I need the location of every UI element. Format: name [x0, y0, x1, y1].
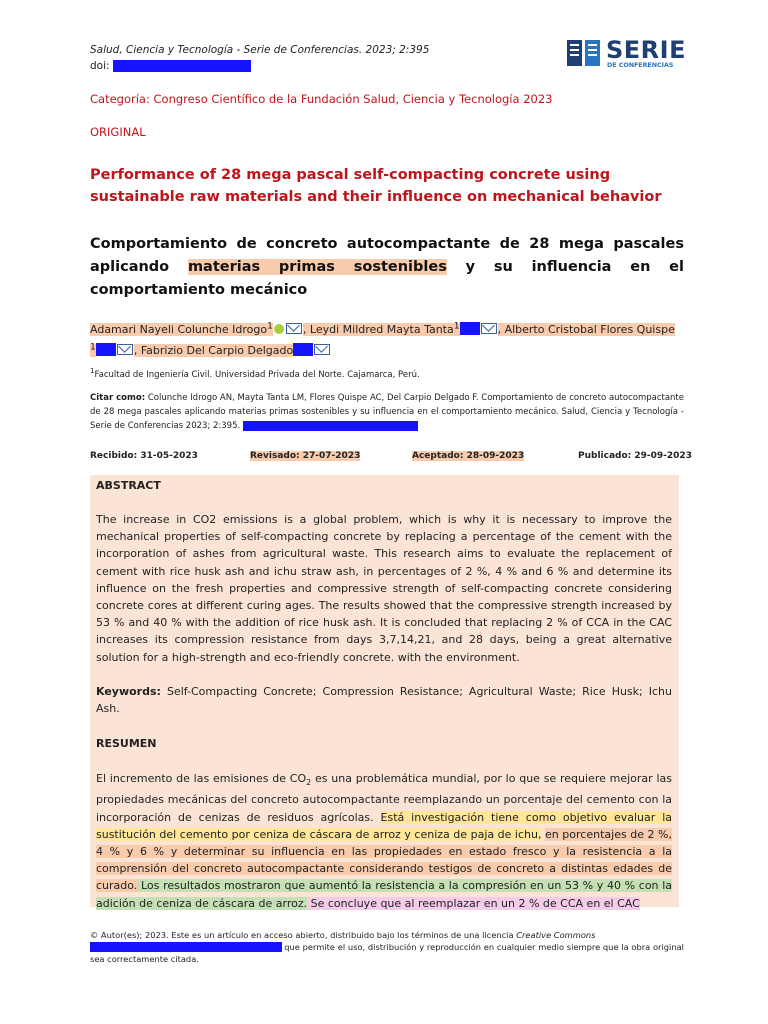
date-received: Recibido: 31-05-2023: [90, 451, 198, 461]
license-footer: © Autor(es); 2023. Este es un artículo en acceso abierto, distribuido bajo los términos de una licencia Creative Commons que permite el uso, distribución y reproducción en cualquier medio siempre que la obra original sea correctamente citada.: [90, 930, 684, 964]
redacted-icon: [460, 322, 480, 335]
citation-doi-link[interactable]: [243, 421, 418, 431]
author-list: Adamari Nayeli Colunche Idrogo$^1$ , Leydi Mildred Mayta Tanta$^1$ , Alberto Cristobal Flores Quispe $^1$ , Fabrizio Del Carpio Delgado: [90, 320, 675, 358]
abstract-box: [90, 475, 679, 910]
logo-text: SERIE: [606, 36, 686, 64]
keywords: Keywords: Self-Compacting Concrete; Compression Resistance; Agricultural Waste; Rice Husk; Ichu Ash.: [96, 685, 672, 716]
date-published: Publicado: 29-09-2023: [578, 451, 692, 461]
mail-icon[interactable]: [117, 344, 133, 355]
highlight-results: Los resultados mostraron que aumentó la resistencia a la compresión en un 53 % y 40 % con la adición de ceniza de cáscara de arroz.: [96, 879, 672, 910]
affiliation: $^1$Facultad de Ingeniería Civil. Universidad Privada del Norte. Cajamarca, Perú.: [90, 366, 420, 380]
date-accepted: Aceptado: 28-09-2023: [412, 451, 525, 461]
mail-icon[interactable]: [314, 344, 330, 355]
title-english: Performance of 28 mega pascal self-compacting concrete using sustainable raw materials and their influence on mechanical behavior: [90, 167, 662, 205]
book-icon: [566, 38, 602, 68]
mail-icon[interactable]: [481, 323, 497, 334]
title-es-highlight: materias primas sostenibles: [187, 259, 447, 275]
article-type: ORIGINAL: [90, 125, 146, 139]
redacted-icon: [96, 343, 116, 356]
redacted-icon: [293, 343, 313, 356]
resumen-text: El incremento de las emisiones de $CO_2$ es una problemática mundial, por lo que se requiere mejorar las propiedades mecánicas del concreto autocompactante reemplazando un porcentaje del cemento con la incorporación de cenizas de residuos agrícolas. Está investigación tiene como objetivo evaluar la sustitución del cemento por ceniza de cáscara de arroz y ceniza de paja de ichu, en porcentajes de 2 %, 4 % y 6 % y determinar su influencia en las propiedades en estado fresco y la resistencia a la comprensión del concreto autocompactante considerando testigos de concreto a distintas edades de curado. Los resultados mostraron que aumentó la resistencia a la compresión en un 53 % y 40 % con la adición de ceniza de cáscara de arroz. Se concluye que al reemplazar en un 2 % de CCA en el CAC: [96, 772, 673, 910]
logo-subtitle: DE CONFERENCIAS: [607, 62, 674, 69]
citation-block: [90, 391, 684, 433]
license-name: Creative Commons: [516, 930, 596, 940]
title-es-part1: Comportamiento de concreto autocompactante de 28 mega pascales aplicando: [90, 236, 684, 275]
author-4: Fabrizio Del Carpio Delgado: [140, 344, 294, 358]
highlight-objective: Está investigación tiene como objetivo evaluar la sustitución del cemento por ceniza de cáscara de arroz y ceniza de paja de ichu,: [96, 810, 672, 841]
abstract-heading: ABSTRACT: [96, 479, 161, 492]
highlight-conclusion: Se concluye que al reemplazar en un 2 % de CCA en el CAC: [307, 896, 640, 910]
title-spanish: [90, 233, 684, 302]
serie-logo: [566, 36, 686, 72]
author-1: Adamari Nayeli Colunche Idrogo$^1$: [90, 320, 273, 336]
citation-label: Citar como:: [90, 393, 146, 403]
title-es-part2: y su influencia en el comportamiento mecánico: [90, 259, 684, 298]
doi-line: [90, 60, 251, 72]
resumen-heading: RESUMEN: [96, 737, 157, 750]
orcid-icon[interactable]: [274, 324, 284, 334]
citation-text: Colunche Idrogo AN, Mayta Tanta LM, Flores Quispe AC, Del Carpio Delgado F. Comportamiento de concreto autocompactante de 28 mega pascales aplicando materias primas sostenibles y su influencia en el comportamiento mecánico. Salud, Ciencia y Tecnología - Serie de Conferencias 2023; 2:395.: [90, 393, 684, 431]
highlight-method: en porcentajes de 2 %, 4 % y 6 % y determinar su influencia en las propiedades en estado fresco y la resistencia a la comprensión del concreto autocompactante considerando testigos de concreto a distintas edades de curado.: [96, 827, 673, 893]
doi-label: doi:: [90, 60, 110, 72]
author-3: Alberto Cristobal Flores Quispe: [504, 322, 675, 336]
mail-icon[interactable]: [286, 323, 302, 334]
journal-citation: Salud, Ciencia y Tecnología - Serie de Conferencias. 2023; 2:395: [90, 44, 430, 56]
category-line: Categoría: Congreso Científico de la Fundación Salud, Ciencia y Tecnología 2023: [90, 92, 553, 106]
date-revised: Revisado: 27-07-2023: [250, 451, 361, 461]
abstract-text: The increase in CO2 emissions is a global problem, which is why it is necessary to improve the mechanical properties of self-compacting concrete by replacing a percentage of the cement with the incorporation of ashes from agricultural waste. This research aims to evaluate the replacement of cement with rice husk ash and ichu straw ash, in percentages of 2 %, 4 % and 6 % and determine its influence on the fresh properties and compressive strength of self-compacting concrete considering concrete cores at different curing ages. The results showed that the compressive strength increased by 53 % and 40 % with the addition of rice husk ash. It is concluded that replacing 2 % of CCA in the CAC increases its compression resistance from days 3,7,14,21, and 28 days, being a great alternative solution for a high-strength and eco-friendly concrete. with the environment.: [96, 513, 672, 664]
doi-link[interactable]: [113, 60, 251, 72]
author-2: Leydi Mildred Mayta Tanta$^1$: [309, 320, 460, 336]
license-link[interactable]: [90, 942, 282, 952]
